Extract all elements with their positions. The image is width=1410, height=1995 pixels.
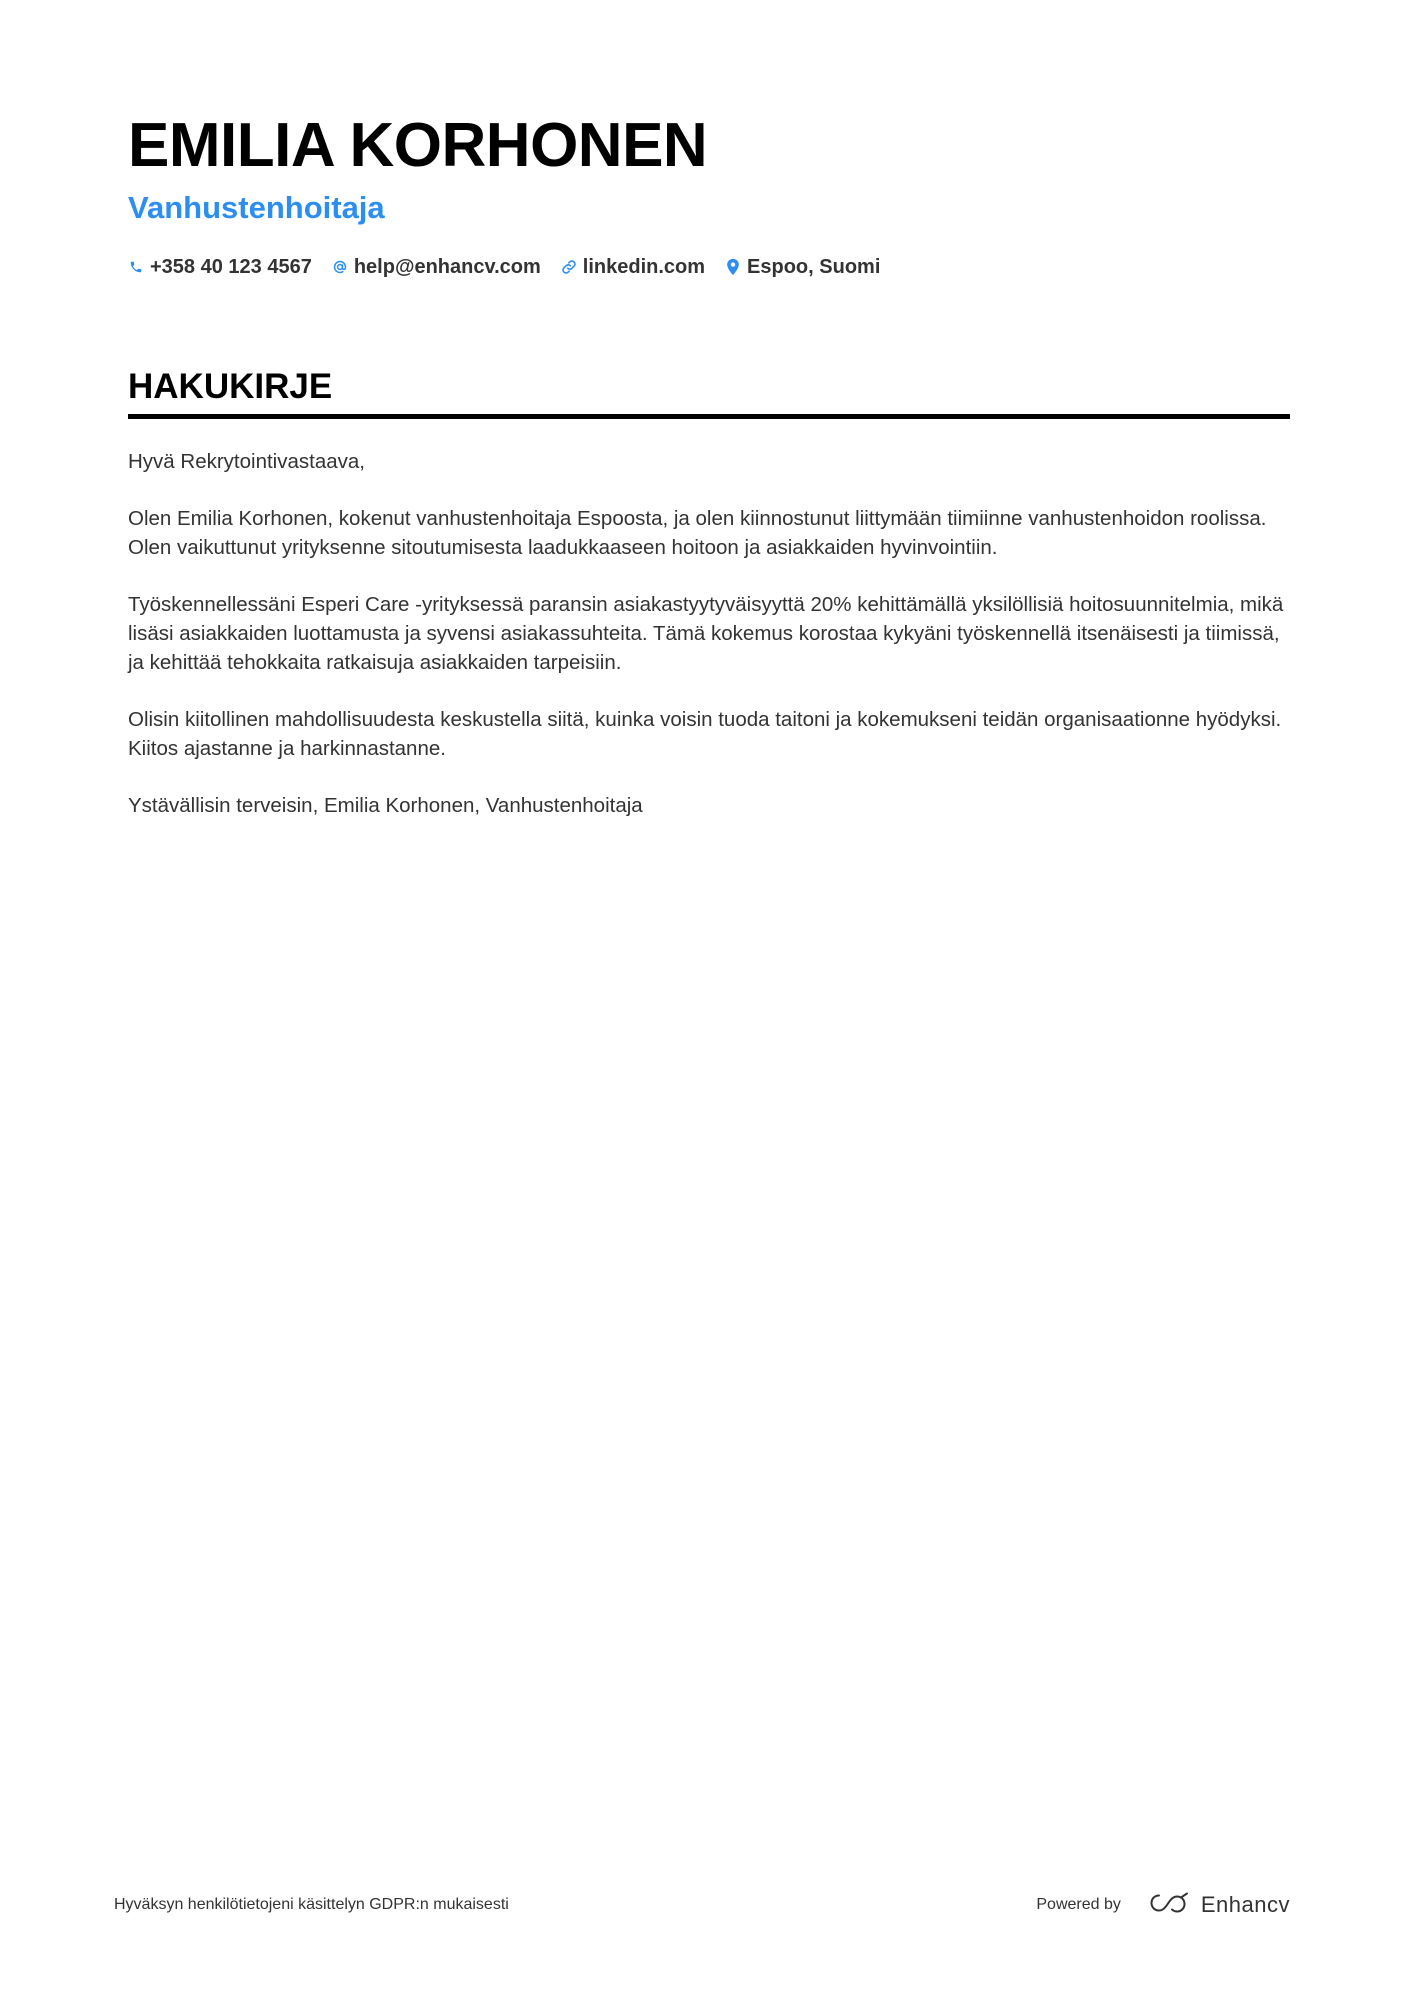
- enhancv-logo-icon: [1147, 1891, 1193, 1920]
- footer: [114, 1890, 1290, 1920]
- contact-location-text: Espoo, Suomi: [747, 255, 881, 278]
- brand-name: Enhancv: [1200, 1892, 1290, 1917]
- section-title: HAKUKIRJE: [128, 367, 333, 406]
- cover-letter-section: [128, 364, 1290, 848]
- contact-email[interactable]: [332, 256, 541, 279]
- brand-logo: [1147, 1891, 1290, 1920]
- at-icon: [332, 257, 348, 277]
- letter-closing: Ystävällisin terveisin, Emilia Korhonen, Vanhustenhoitaja: [128, 794, 643, 817]
- letter-greeting: Hyvä Rekrytointivastaava,: [128, 450, 365, 473]
- phone-icon: [128, 257, 144, 277]
- contact-email-text: help@enhancv.com: [353, 255, 541, 278]
- section-divider: [128, 414, 1290, 419]
- contact-linkedin-text: linkedin.com: [582, 255, 706, 278]
- link-icon: [561, 257, 577, 277]
- powered-by[interactable]: [1036, 1891, 1290, 1920]
- contact-location: [725, 256, 880, 279]
- candidate-name: EMILIA KORHONEN: [128, 111, 708, 180]
- gdpr-consent-text: Hyväksyn henkilötietojeni käsittelyn GDPR:n mukaisesti: [114, 1896, 509, 1913]
- location-pin-icon: [725, 257, 741, 277]
- letter-paragraph: Työskennellessäni Esperi Care -yrityksessä paransin asiakastyytyväisyyttä 20% kehittämällä yksilöllisiä hoitosuunnitelmia, mikä lisäsi asiakkaiden luottamusta ja syvensi asiakassuhteita. Tämä kokemus korostaa kykyäni työskennellä itsenäisesti ja tiimissä, ja kehittää tehokkaita ratkaisuja asiakkaiden tarpeisiin.: [128, 593, 1284, 674]
- job-title: Vanhustenhoitaja: [128, 190, 385, 225]
- header: [128, 108, 1288, 282]
- contact-phone[interactable]: [128, 256, 312, 279]
- letter-body: [128, 447, 1290, 820]
- letter-paragraph: Olisin kiitollinen mahdollisuudesta keskustella siitä, kuinka voisin tuoda taitoni ja kokemukseni teidän organisaationne hyödyksi. Kiitos ajastanne ja harkinnastanne.: [128, 708, 1282, 760]
- contact-linkedin[interactable]: [561, 256, 705, 279]
- letter-paragraph: Olen Emilia Korhonen, kokenut vanhustenhoitaja Espoosta, ja olen kiinnostunut liittymään tiimiinne vanhustenhoidon roolissa. Olen vaikuttunut yrityksenne sitoutumisesta laadukkaaseen hoitoon ja asiakkaiden hyvinvointiin.: [128, 507, 1267, 559]
- powered-by-label: Powered by: [1036, 1896, 1121, 1913]
- contact-bar: [128, 252, 1288, 282]
- contact-phone-text: +358 40 123 4567: [150, 255, 312, 278]
